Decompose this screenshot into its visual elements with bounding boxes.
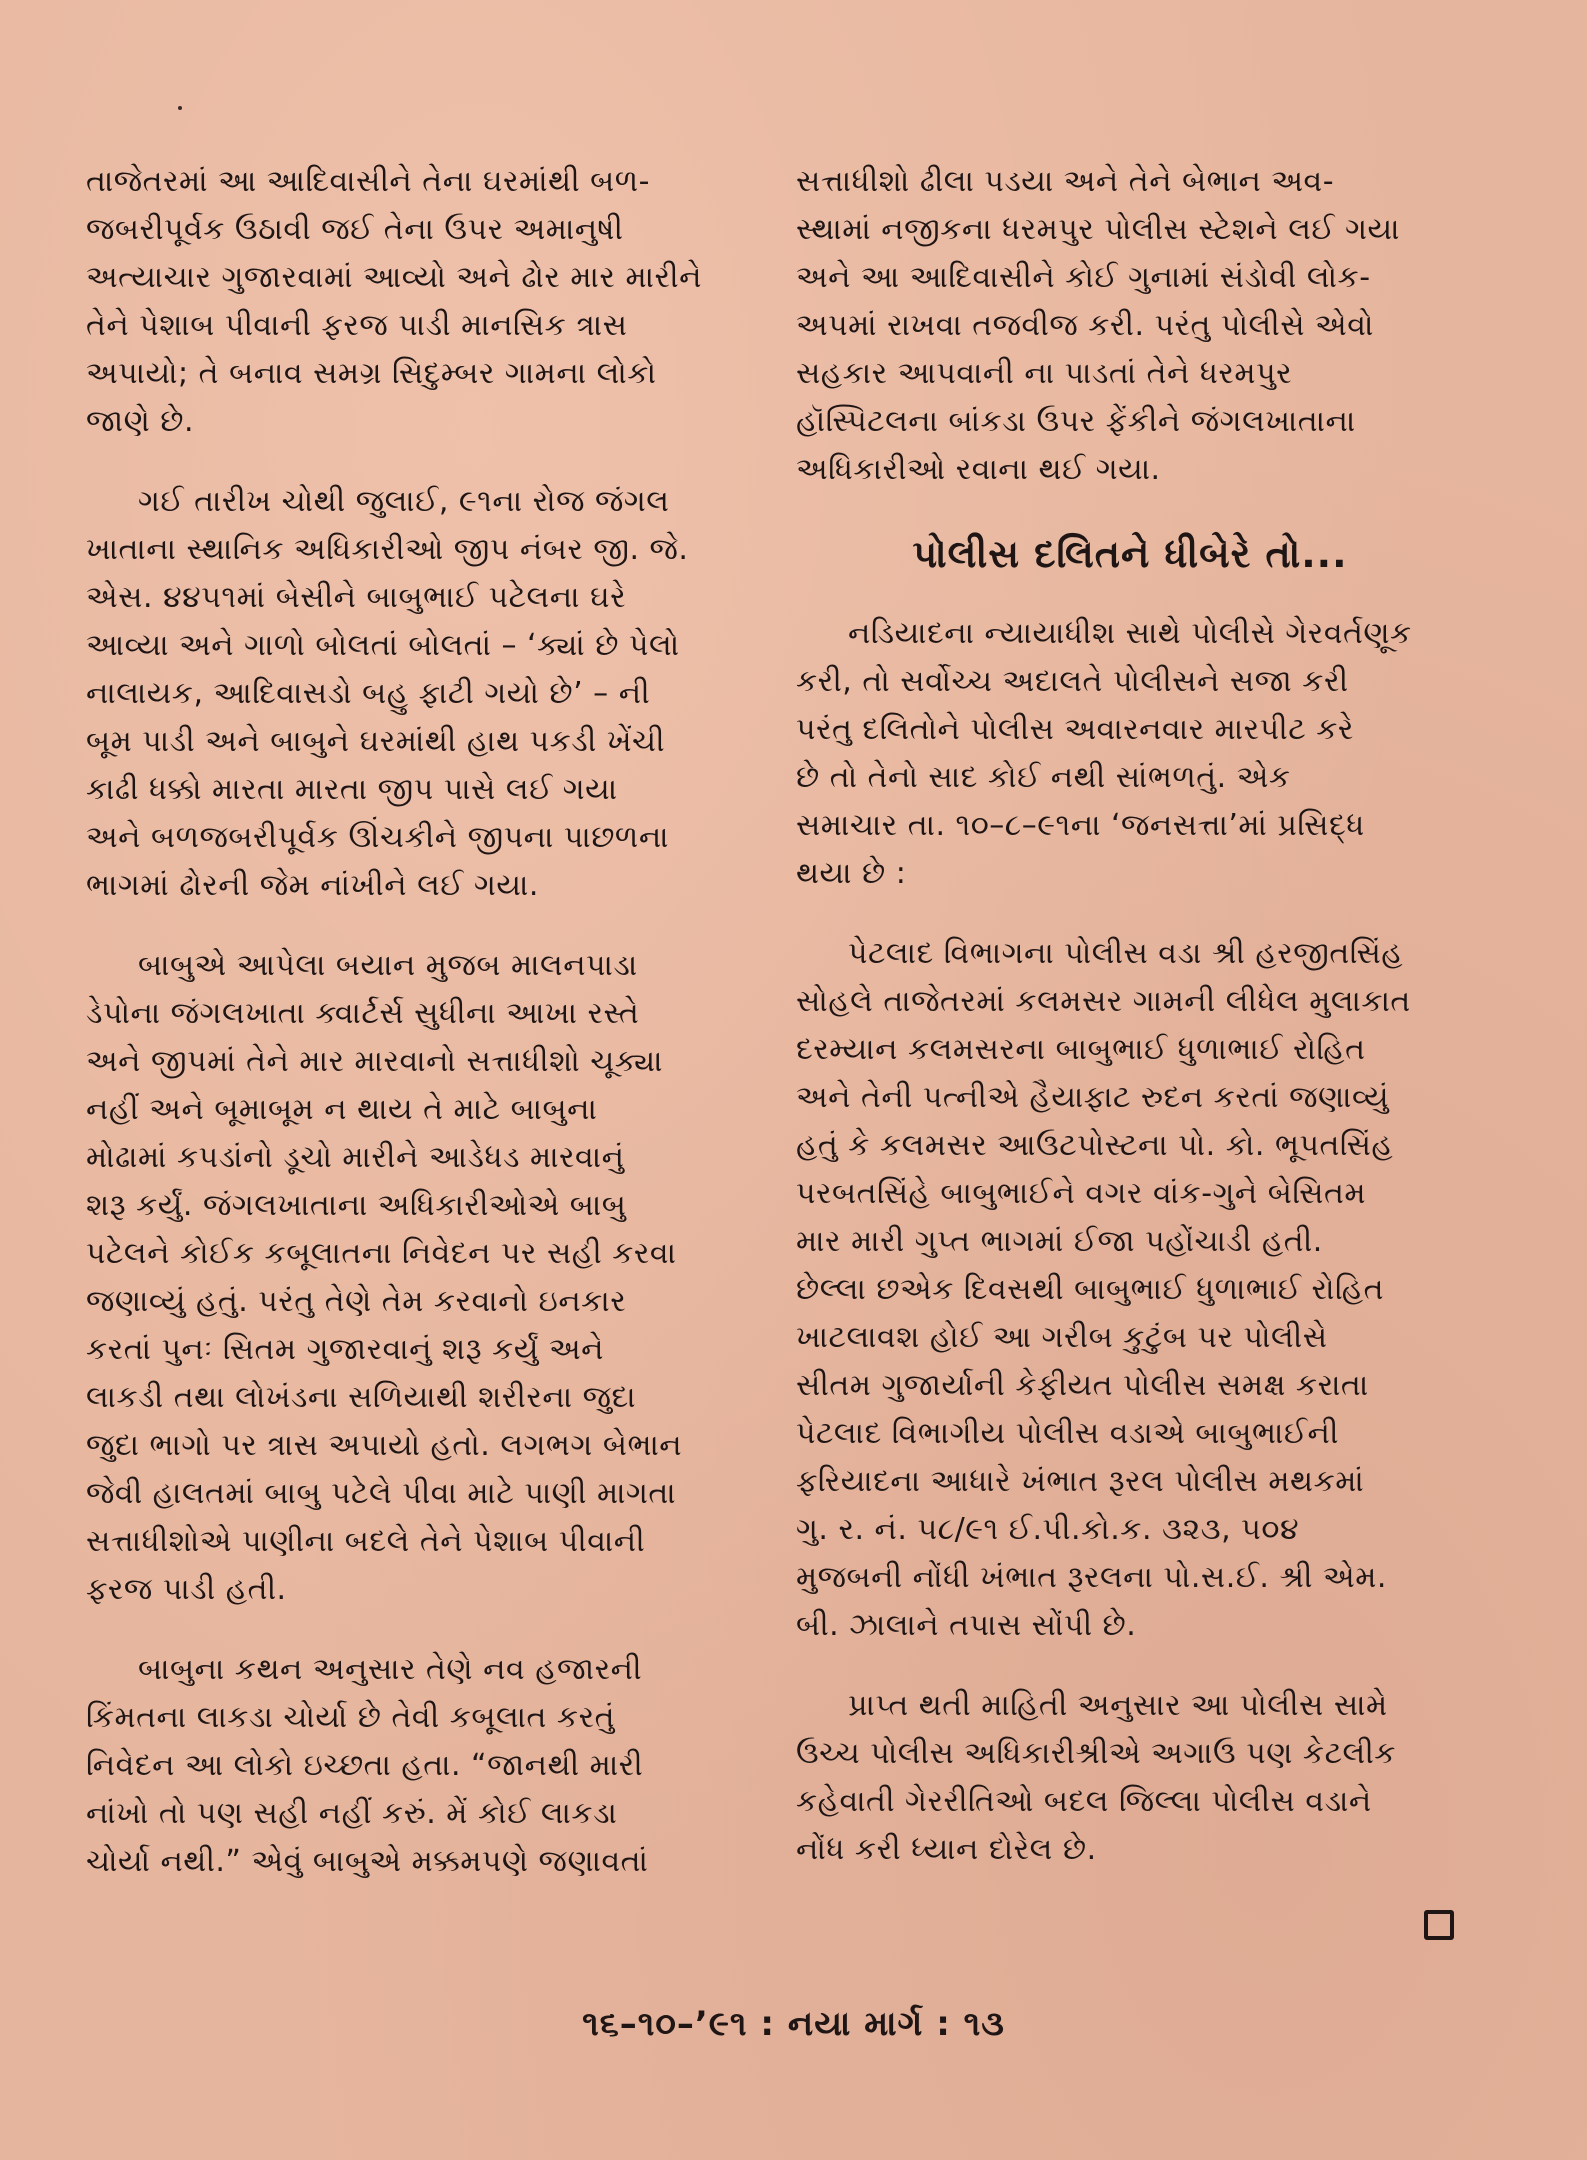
article-paragraph: પ્રાપ્ત થતી માહિતી અનુસાર આ પોલીસ સામે ઉચ્ચ પોલીસ અધિકારીશ્રીએ અગાઉ પણ કેટલીક કહેવાતી ગેરરીતિઓ બદલ જિલ્લા પોલીસ વડાને નોંધ કરી ધ્યાન દોરેલ છે. bbox=[796, 1688, 1396, 1867]
section-heading: પોલીસ દલિતને ધીબેરે તો... bbox=[912, 532, 1348, 576]
article-paragraph: તાજેતરમાં આ આદિવાસીને તેના ઘરમાંથી બળ- જબરીપૂર્વક ઉઠાવી જઈ તેના ઉપર અમાનુષી અત્યાચાર ગુજારવામાં આવ્યો અને ઢોર માર મારીને તેને પેશાબ પીવાની ફરજ પાડી માનસિક ત્રાસ અપાયો; તે બનાવ સમગ્ર સિદુમ્બર ગામના લોકો જાણે છે. bbox=[86, 164, 702, 439]
article-paragraph: બાબુના કથન અનુસાર તેણે નવ હજારની કિંમતના લાકડા ચોર્યા છે તેવી કબૂલાત કરતું નિવેદન આ લોકો ઇચ્છતા હતા. “જાનથી મારી નાંખો તો પણ સહી નહીં કરું. મેં કોઈ લાકડા ચોર્યા નથી.” એવું બાબુએ મક્કમપણે જણાવતાં bbox=[86, 1652, 649, 1879]
article-paragraph: પેટલાદ વિભાગના પોલીસ વડા શ્રી હરજીતસિંહ સોહલે તાજેતરમાં કલમસર ગામની લીધેલ મુલાકાત દરમ્યાન કલમસરના બાબુભાઈ ધુળાભાઈ રોહિત અને તેની પત્નીએ હૈયાફાટ રુદન કરતાં જણાવ્યું હતું કે કલમસર આઉટપોસ્ટના પો. કો. ભૂપતસિંહ પરબતસિંહે બાબુભાઈને વગર વાંક-ગુને બેસિતમ માર મારી ગુપ્ત ભાગમાં ઈજા પહોંચાડી હતી. છેલ્લા છએક દિવસથી બાબુભાઈ ધુળાભાઈ રોહિત ખાટલાવશ હોઈ આ ગરીબ કુટુંબ પર પોલીસે સીતમ ગુજાર્યાની કેફીયત પોલીસ સમક્ષ કરાતા પેટલાદ વિભાગીય પોલીસ વડાએ બાબુભાઈની ફરિયાદના આધારે ખંભાત રૂરલ પોલીસ મથકમાં ગુ. ર. નં. ૫૮/૯૧ ઈ.પી.કો.ક. ૩૨૩, ૫૦૪ મુજબની નોંધી ખંભાત રૂરલના પો.સ.ઈ. શ્રી એમ. બી. ઝાલાને તપાસ સોંપી છે. bbox=[796, 936, 1411, 1643]
print-speck bbox=[178, 106, 182, 110]
article-paragraph: ગઈ તારીખ ચોથી જુલાઈ, ૯૧ના રોજ જંગલ ખાતાના સ્થાનિક અધિકારીઓ જીપ નંબર જી. જે. એસ. ૪૪૫૧માં બેસીને બાબુભાઈ પટેલના ઘરે આવ્યા અને ગાળો બોલતાં બોલતાં – ‘ક્યાં છે પેલો નાલાયક, આદિવાસડો બહુ ફાટી ગયો છે’ – ની બૂમ પાડી અને બાબુને ઘરમાંથી હાથ પકડી ખેંચી કાઢી ધક્કો મારતા મારતા જીપ પાસે લઈ ગયા અને બળજબરીપૂર્વક ઊંચકીને જીપના પાછળના ભાગમાં ઢોરની જેમ નાંખીને લઈ ગયા. bbox=[86, 484, 689, 903]
left-column bbox=[86, 158, 754, 1918]
page-footer: ૧૬–૧૦–’૯૧ : નયા માર્ગ : ૧૩ bbox=[582, 2004, 1005, 2044]
article-paragraph: સત્તાધીશો ઢીલા પડયા અને તેને બેભાન અવ- સ્થામાં નજીકના ધરમપુર પોલીસ સ્ટેશને લઈ ગયા અને આ આદિવાસીને કોઈ ગુનામાં સંડોવી લોક- અપમાં રાખવા તજવીજ કરી. પરંતુ પોલીસે એવો સહકાર આપવાની ના પાડતાં તેને ધરમપુર હૉસ્પિટલના બાંકડા ઉપર ફેંકીને જંગલખાતાના અધિકારીઓ રવાના થઈ ગયા. bbox=[796, 164, 1400, 487]
article-end-mark-icon bbox=[1424, 1910, 1454, 1940]
right-column bbox=[796, 158, 1464, 1906]
article-paragraph: નડિયાદના ન્યાયાધીશ સાથે પોલીસે ગેરવર્તણૂક કરી, તો સર્વોચ્ચ અદાલતે પોલીસને સજા કરી પરંતુ દલિતોને પોલીસ અવારનવાર મારપીટ કરે છે તો તેનો સાદ કોઈ નથી સાંભળતું. એક સમાચાર તા. ૧૦–૮–૯૧ના ‘જનસત્તા’માં પ્રસિદ્ધ થયા છે : bbox=[796, 616, 1412, 891]
article-paragraph: બાબુએ આપેલા બયાન મુજબ માલનપાડા ડેપોના જંગલખાતા ક્વાર્ટર્સ સુધીના આખા રસ્તે અને જીપમાં તેને માર મારવાનો સત્તાધીશો ચૂક્યા નહીં અને બૂમાબૂમ ન થાય તે માટે બાબુના મોઢામાં કપડાંનો ડૂચો મારીને આડેધડ મારવાનું શરૂ કર્યું. જંગલખાતાના અધિકારીઓએ બાબુ પટેલને કોઈક કબૂલાતના નિવેદન પર સહી કરવા જણાવ્યું હતું. પરંતુ તેણે તેમ કરવાનો ઇનકાર કરતાં પુનઃ સિતમ ગુજારવાનું શરૂ કર્યું અને લાકડી તથા લોખંડના સળિયાથી શરીરના જુદા જુદા ભાગો પર ત્રાસ અપાયો હતો. લગભગ બેભાન જેવી હાલતમાં બાબુ પટેલે પીવા માટે પાણી માગતા સત્તાધીશોએ પાણીના બદલે તેને પેશાબ પીવાની ફરજ પાડી હતી. bbox=[86, 948, 683, 1607]
